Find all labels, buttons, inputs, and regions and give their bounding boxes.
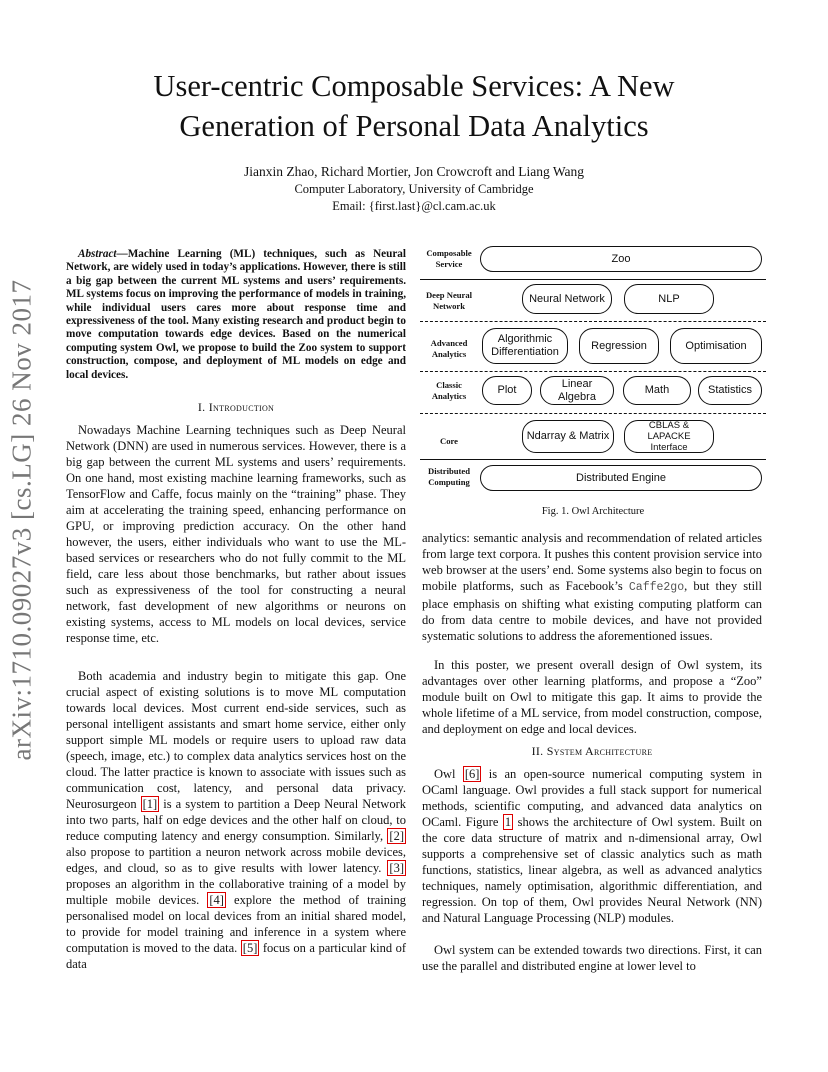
abstract <box>66 248 406 382</box>
text-run: Owl <box>434 767 463 781</box>
arxiv-stamp-text: arXiv:1710.09027v3 [cs.LG] 26 Nov 2017 <box>6 279 37 761</box>
citation-link-3[interactable]: [3] <box>389 861 404 875</box>
right-paragraph-2 <box>422 657 762 737</box>
caffe2go-code: Caffe2go <box>628 581 685 594</box>
box-linear-algebra: Linear Algebra <box>540 376 614 405</box>
figure-caption: Fig. 1. Owl Architecture <box>541 506 645 517</box>
section-number: II. <box>531 744 544 758</box>
text-run: is an open-source numerical computing system in OCaml language. Owl provides a full stack support for numerical methods, scientific computing, and advanced data analytics on OCaml. Figure <box>422 767 762 829</box>
citation-link-6[interactable]: [6] <box>464 767 480 781</box>
box-plot: Plot <box>482 376 532 405</box>
text-run: focus on a particular kind of data <box>66 941 406 971</box>
section-number: I. <box>197 400 206 414</box>
text-run: shows the architecture of Owl system. Built on the core data structure of matrix and n-dimensional array, Owl supports a comprehensive set of classic analytics such as math functions, statistics, linear algebra, as well as advanced analytics techniques, namely optimisation, algorithmic differentiation, and regression. On top of them, Owl provides Neural Network (NN) and Natural Language Processing (NLP) modules. <box>422 815 762 925</box>
layer-label-distributed: Distributed Computing <box>427 466 471 487</box>
layer-label-advanced: Advanced Analytics <box>430 338 468 359</box>
text-run: , but they still place emphasis on shifting what existing computing platform can do from data centre to mobile devices, and have not provided systematic solutions to address the aforementioned issues. <box>422 579 763 643</box>
layer-label-composable: Composable Service <box>426 248 472 269</box>
box-regression: Regression <box>579 328 659 364</box>
citation-link-5[interactable]: [5] <box>242 941 258 955</box>
system-paragraph-1 <box>422 766 762 926</box>
title-line-1: User-centric Composable Services: A New <box>153 69 675 103</box>
divider-dashed <box>420 321 766 322</box>
paragraph-text: Owl system can be extended towards two directions. First, it can use the parallel and distributed engine at lower level to <box>422 943 762 973</box>
divider-solid <box>420 459 766 460</box>
email: Email: {first.last}@cl.cam.ac.uk <box>332 199 496 213</box>
system-paragraph-2 <box>422 942 762 974</box>
abstract-text: —Machine Learning (ML) techniques, such as Neural Network, are widely used in today’s applications. However, there is still a big gap between the current ML systems and users’ requirements. ML systems focus on improving the performance of models in training, while individual users cares more about response time and expressiveness of the tool. Many existing research and product begin to move computation towards edge devices. Based on the numerical computing system Owl, we propose to build the Zoo system to support construction, compose, and deployment of ML models on edge and local devices. <box>66 248 406 381</box>
paragraph-text: Nowadays Machine Learning techniques such as Deep Neural Network (DNN) are used in numerous services. However, there is a big gap between the current ML systems and users’ requirements. On one hand, most existing machine learning frameworks, such as TensorFlow and Caffe, focus mainly on the “training” phase. They aim at accelerating the training speed, enhancing performance on GPU, or improving prediction accuracy. On the other hand however, the users, either individuals who want to use the ML-based services or researchers who do not fully commit to the ML field, care less about those benchmarks, but rather about issues such as expressiveness of the tool for constructing a neural network, fast development of new algorithms or neurons on existing systems, access to ML models on local devices, service response time, etc. <box>66 423 406 645</box>
box-optimisation: Optimisation <box>670 328 762 364</box>
figure-link-1[interactable]: 1 <box>504 815 512 829</box>
citation-link-4[interactable]: [4] <box>209 893 224 907</box>
section-heading-introduction <box>66 400 406 415</box>
paragraph-text: In this poster, we present overall design of Owl system, its advantages over other learning platforms, and propose a “Zoo” module built on Owl to mitigate this gap. It aims to provide the whole lifetime of a ML service, from model construction, compose, and deployment on edge and local devices. <box>422 658 762 736</box>
paper-title <box>80 66 748 146</box>
box-math: Math <box>623 376 691 405</box>
section-heading-system-architecture <box>422 744 762 759</box>
divider-dashed <box>420 413 766 414</box>
section-title: Introduction <box>208 400 275 414</box>
text-run: is a system to partition a Deep Neural Network into two parts, half on edge devices and the other half on cloud, to reduce computing latency and energy consumption. Similarly, <box>66 797 406 843</box>
section-title: System Architecture <box>546 744 653 758</box>
intro-paragraph-2 <box>66 668 406 972</box>
text-run: proposes an algorithm in the collaborative training of a model by multiple mobile devices. <box>66 877 406 907</box>
title-line-2: Generation of Personal Data Analytics <box>179 109 649 143</box>
layer-label-core: Core <box>440 436 458 446</box>
intro-paragraph-1 <box>66 422 406 646</box>
citation-link-1[interactable]: [1] <box>142 797 158 811</box>
layer-label-classic: Classic Analytics <box>431 380 467 401</box>
box-ndarray-matrix: Ndarray & Matrix <box>522 420 614 453</box>
text-run: also propose to partition a neuron network across mobile devices, edges, and cloud, so as to give results with lower latency. <box>66 845 406 875</box>
divider-dashed <box>420 371 766 372</box>
layer-label-dnn: Deep Neural Network <box>425 290 473 311</box>
box-cblas-lapacke: CBLAS & LAPACKE Interface <box>624 420 714 453</box>
owl-architecture-figure <box>420 243 766 498</box>
affiliation: Computer Laboratory, University of Cambridge <box>294 182 534 196</box>
box-statistics: Statistics <box>698 376 762 405</box>
authors: Jianxin Zhao, Richard Mortier, Jon Crowcroft and Liang Wang <box>243 164 585 179</box>
box-nlp: NLP <box>624 284 714 314</box>
right-paragraph-1 <box>422 530 762 644</box>
divider-solid <box>420 279 766 280</box>
text-run: Both academia and industry begin to mitigate this gap. One crucial aspect of existing solutions is to move ML computation towards local devices. Most current end-side services, such as personal intelligent assistants and smart home service, either only support simple ML models or require users to upload raw data (speech, image, etc.) to complex data analytics services host on the cloud. The latter practice is known to associate with issues such as communication cost, latency, and personal data privacy. Neurosurgeon <box>66 669 406 811</box>
box-zoo: Zoo <box>480 246 762 272</box>
box-neural-network: Neural Network <box>522 284 612 314</box>
box-distributed-engine: Distributed Engine <box>480 465 762 491</box>
text-run: explore the method of training personalised model on local devices from an initial shared model, to provide for model training and inference in a system where computation is moved to the data. <box>66 893 406 955</box>
citation-link-2[interactable]: [2] <box>389 829 404 843</box>
text-run: analytics: semantic analysis and recommendation of related articles from large text corpora. It pushes this content provision service into web browser at the users’ end. Some systems also begin to focus on mobile platforms, such as Facebook’s <box>422 531 762 593</box>
box-algorithmic-differentiation: Algorithmic Differentiation <box>482 328 568 364</box>
abstract-label: Abstract <box>78 248 117 260</box>
